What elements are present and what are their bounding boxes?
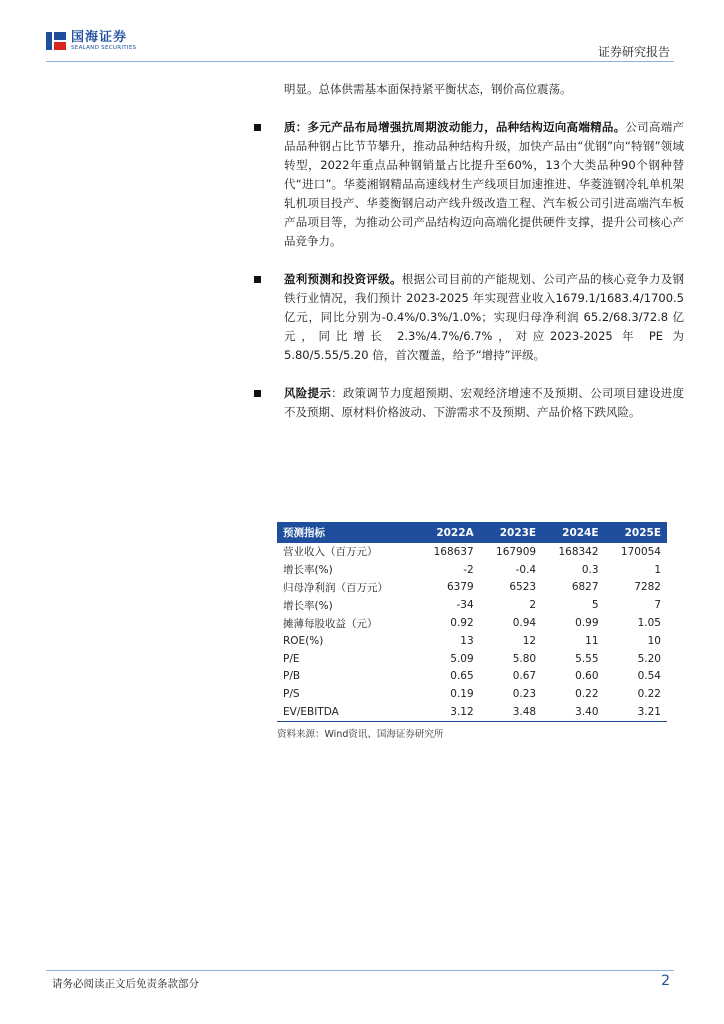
section-lead: 盈利预测和投资评级。 (284, 272, 402, 286)
table-cell: 0.65 (450, 670, 474, 683)
table-cell: 0.67 (512, 670, 537, 683)
table-row (277, 579, 667, 597)
table-cell: -2 (463, 563, 474, 576)
section-risk (284, 384, 684, 422)
table-row (277, 668, 667, 686)
section-body: ：政策调节力度超预期、宏观经济增速不及预期、公司项目建设进度不及预期、原材料价格波动、下游需求不及预期、产品价格下跌风险。 (284, 386, 684, 419)
section-quality (284, 118, 684, 251)
page-number: 2 (661, 973, 670, 989)
page-header (46, 28, 674, 62)
table-cell: 增长率(%) (283, 599, 333, 612)
table-row (277, 703, 667, 721)
table-cell: 3.12 (417, 703, 479, 721)
header-divider (46, 61, 674, 62)
table-cell: 5.20 (637, 652, 661, 665)
table-cell: -34 (456, 599, 474, 612)
table-cell: 11 (585, 634, 599, 647)
table-cell: 1.05 (637, 617, 661, 630)
table-header-cell: 2023E (480, 522, 542, 543)
table-header-cell: 2024E (542, 522, 604, 543)
table-cell: 增长率(%) (283, 564, 333, 577)
table-cell: 3.40 (542, 703, 604, 721)
table-cell: 0.94 (512, 617, 537, 630)
table-cell: 168342 (558, 545, 599, 558)
section-body: 公司高端产品品种钢占比节节攀升，推动品种结构升级，加快产品由“优钢”向“特钢”领域转型，2022年重点品种钢销量占比提升至60%，13个大类品种90个钢种替代“进口”。华菱湘钢精品高速线材生产线项目加速推进、华菱涟钢冷轧单机架轧机项目投产、华菱衡钢启动产线升级改造工程、汽车板公司引进高端汽车板产品项目等，为推动公司产品结构迈向高端化提供硬件支撑，提升公司核心产品竞争力。 (284, 120, 684, 248)
table-row (277, 632, 667, 650)
logo-icon (46, 30, 66, 52)
table-cell: 营业收入（百万元） (283, 546, 378, 559)
table-cell: 7282 (634, 581, 661, 594)
report-type-label: 证券研究报告 (597, 45, 670, 59)
bullet-square-icon (254, 124, 261, 131)
section-body: 根据公司目前的产能规划、公司产品的核心竞争力及钢铁行业情况，我们预计 2023-2025 年实现营业收入1679.1/1683.4/1700.5 亿元，同比分别为-0.4%/0.3%/1.0%；实现归母净利润 65.2/68.3/72.8 亿元，同比增长 2.3%/4.7%/6.7%，对应2023-2025 年 PE 为 5.80/5.55/5.20 倍，首次覆盖，给予“增持”评级。 (284, 272, 685, 362)
bullet-square-icon (254, 276, 261, 283)
table-cell: ROE(%) (283, 634, 324, 647)
table-header-row (277, 522, 667, 543)
table-cell: P/B (283, 670, 301, 683)
main-content (284, 80, 684, 422)
table-cell: 1 (654, 563, 661, 576)
footer-divider (46, 970, 674, 971)
table-cell: 6379 (446, 581, 474, 594)
table-cell: 6827 (571, 581, 599, 594)
table-cell: 5.09 (450, 652, 474, 665)
table-header-cell: 2025E (605, 522, 667, 543)
logo-name-en: SEALAND SECURITIES (71, 44, 137, 51)
bullet-square-icon (254, 390, 261, 397)
section-lead: 风险提示 (284, 386, 332, 400)
table-cell: 归母净利润（百万元） (283, 581, 388, 594)
logo-name-cn: 国海证券 (71, 29, 128, 45)
table-header-cell: 预测指标 (277, 522, 417, 543)
table-cell: 13 (460, 634, 474, 647)
table-cell: 0.19 (450, 688, 474, 701)
table-cell: 12 (522, 634, 537, 647)
table-cell: EV/EBITDA (277, 703, 417, 721)
table-cell: 170054 (620, 545, 661, 558)
table-cell: 0.23 (512, 688, 537, 701)
forecast-table-block (277, 522, 667, 740)
table-row (277, 596, 667, 614)
company-logo (46, 30, 136, 52)
table-row (277, 685, 667, 703)
table-cell: P/E (283, 652, 300, 665)
table-cell: 6523 (509, 581, 537, 594)
table-cell: 2 (529, 599, 537, 612)
table-cell: 0.22 (637, 688, 661, 701)
table-cell: 0.3 (581, 563, 599, 576)
table-cell: 0.22 (575, 688, 599, 701)
section-forecast (284, 270, 684, 365)
table-cell: 3.48 (480, 703, 542, 721)
table-header-cell: 2022A (417, 522, 479, 543)
footer-disclaimer: 请务必阅读正文后免责条款部分 (52, 978, 199, 990)
table-cell: 167909 (496, 545, 537, 558)
table-cell: 5 (591, 599, 599, 612)
table-cell: 10 (647, 634, 661, 647)
section-lead: 质：多元产品布局增强抗周期波动能力，品种结构迈向高端精品。 (284, 120, 626, 134)
table-row (277, 543, 667, 561)
table-cell: 0.60 (575, 670, 599, 683)
table-cell: 0.54 (637, 670, 661, 683)
table-cell: 5.80 (512, 652, 537, 665)
table-cell: 7 (654, 599, 661, 612)
table-cell: 摊薄每股收益（元） (283, 617, 378, 630)
table-row (277, 614, 667, 632)
table-source-note: 资料来源：Wind资讯、国海证券研究所 (277, 728, 444, 740)
table-cell: 168637 (433, 545, 474, 558)
table-row (277, 561, 667, 579)
table-cell: 5.55 (575, 652, 599, 665)
table-cell: 3.21 (605, 703, 667, 721)
table-cell: P/S (283, 688, 300, 701)
table-row (277, 650, 667, 668)
table-cell: 0.92 (450, 617, 474, 630)
intro-paragraph: 明显。总体供需基本面保持紧平衡状态，钢价高位震荡。 (284, 82, 572, 96)
forecast-table (277, 522, 667, 722)
table-cell: 0.99 (575, 617, 599, 630)
table-cell: -0.4 (515, 563, 537, 576)
